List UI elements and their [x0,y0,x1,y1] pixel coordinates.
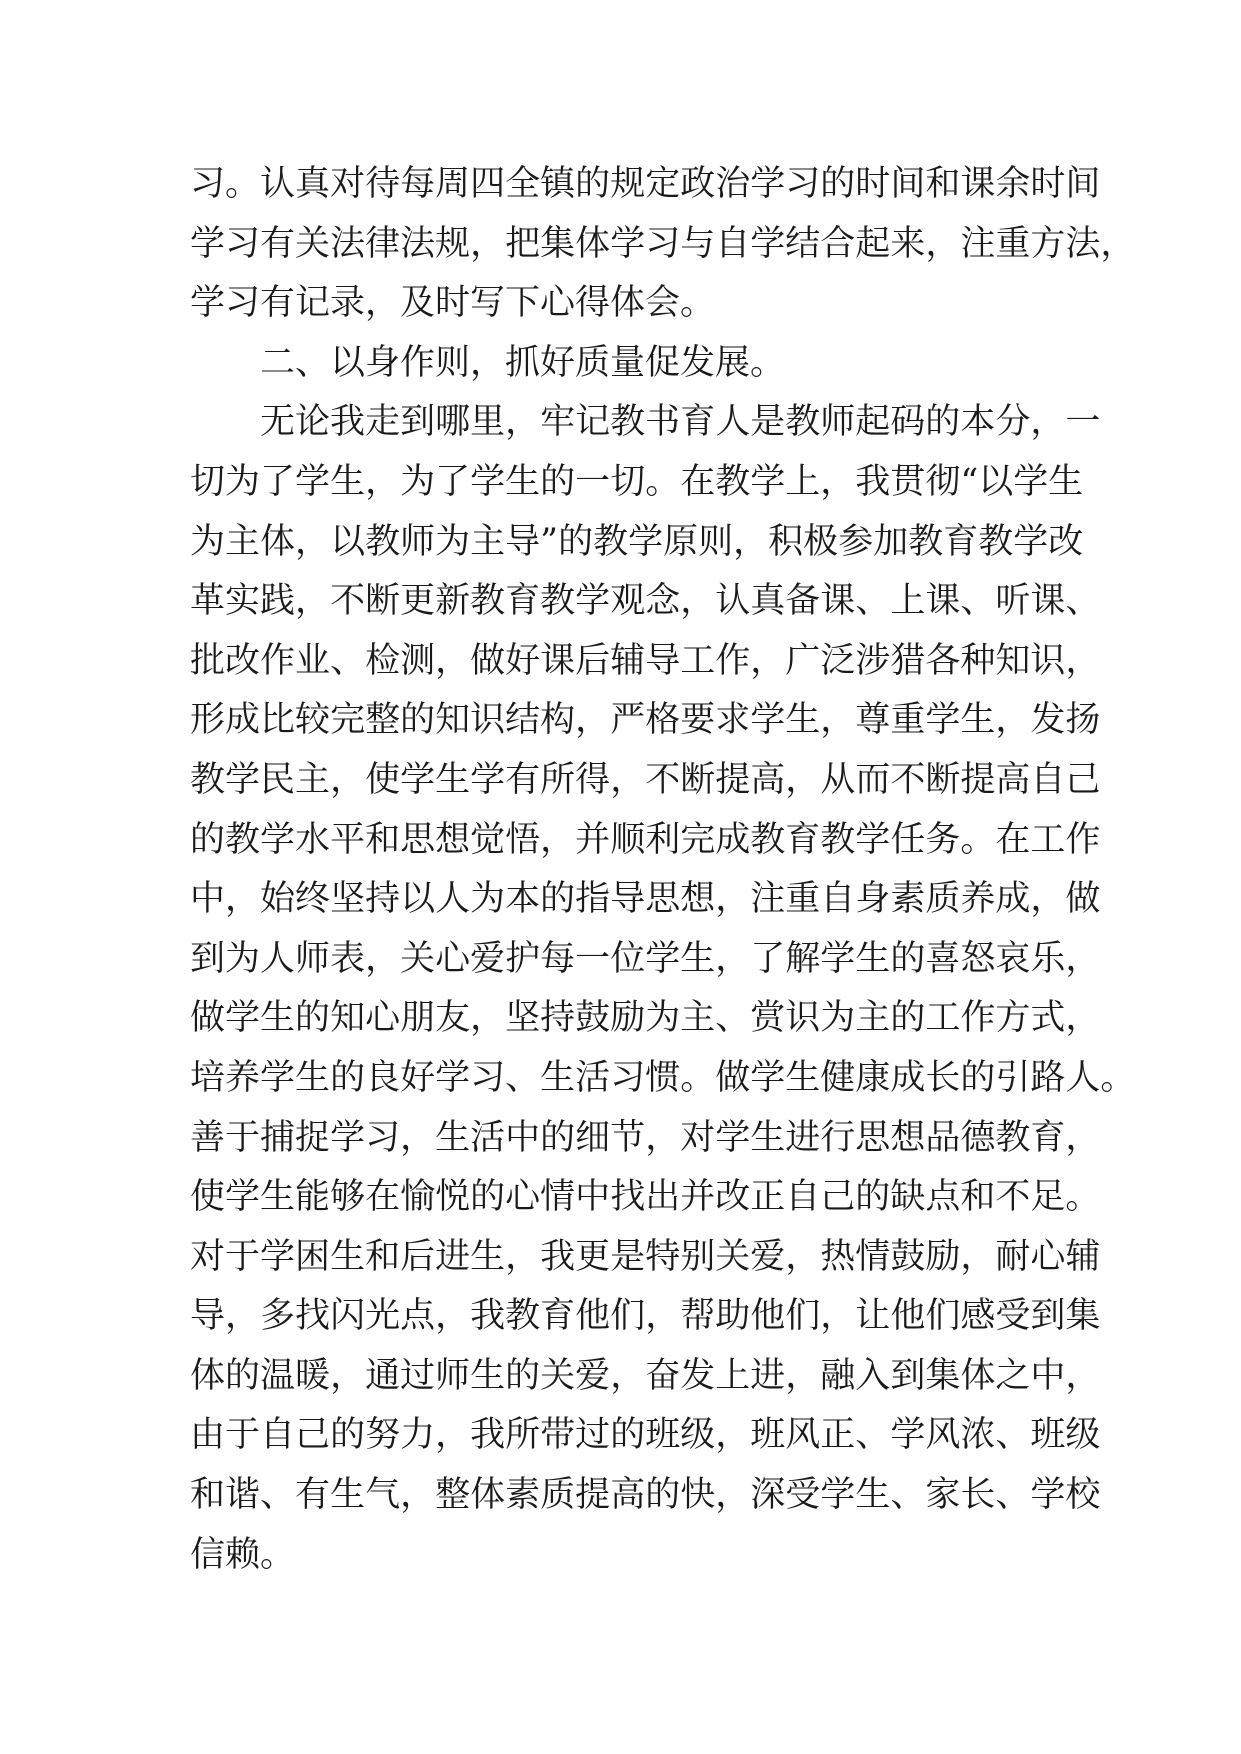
text-line: 革 实 践 ， 不 断 更 新 教 育 教 学 观 念 ， 认 真 备 课 、 上 课 、 听 课 、 [190,581,1101,622]
text-line: 信赖。 [190,1534,296,1575]
text-line: 和 谐 、 有 生 气 ， 整 体 素 质 提 高 的 快 ， 深 受 学 生 、 家 长 、 学 校 [190,1475,1101,1516]
text-line: 体 的 温 暖 ， 通 过 师 生 的 关 爱 ， 奋 发 上 进 ， 融 入 到 集 体 之 中 ， [190,1355,1101,1396]
text-line: 二、以身作则，抓好质量促发展。 [260,342,786,383]
text-line: 形 成 比 较 完 整 的 知 识 结 构 ， 严 格 要 求 学 生 ， 尊 重 学 生 ， 发 扬 [190,700,1101,741]
text-line: 学 习 有 关 法 律 法 规 ， 把 集 体 学 习 与 自 学 结 合 起 来 ， 注 重 方 法 ， [190,223,1136,264]
text-line: 导 ， 多 找 闪 光 点 ， 我 教 育 他 们 ， 帮 助 他 们 ， 让 他 们 感 受 到 集 [190,1296,1101,1337]
text-line: 培 养 学 生 的 良 好 学 习 、 生 活 习 惯 。 做 学 生 健 康 成 长 的 引 路 人 。 [190,1057,1136,1098]
text-line: 做 学 生 的 知 心 朋 友 ， 坚 持 鼓 励 为 主 、 赏 识 为 主 的 工 作 方 式 ， [190,998,1101,1039]
text-line: 使 学 生 能 够 在 愉 悦 的 心 情 中 找 出 并 改 正 自 己 的 缺 点 和 不 足 。 [190,1177,1101,1218]
text-line: 由 于 自 己 的 努 力 ， 我 所 带 过 的 班 级 ， 班 风 正 、 学 风 浓 、 班 级 [190,1415,1101,1456]
text-line: 批 改 作 业 、 检 测 ， 做 好 课 后 辅 导 工 作 ， 广 泛 涉 猎 各 种 知 识 ， [190,640,1101,681]
text-line: 到 为 人 师 表 ， 关 心 爱 护 每 一 位 学 生 ， 了 解 学 生 的 喜 怒 哀 乐 ， [190,938,1101,979]
document-body [190,155,1136,1585]
text-line: 习 。 认 真 对 待 每 周 四 全 镇 的 规 定 政 治 学 习 的 时 间 和 课 余 时 间 [190,164,1101,204]
text-line: 学习有记录，及时写下心得体会。 [190,283,716,324]
text-line: 对 于 学 困 生 和 后 进 生 ， 我 更 是 特 别 关 爱 ， 热 情 鼓 励 ， 耐 心 辅 [190,1236,1101,1277]
text-line: 善 于 捕 捉 学 习 ， 生 活 中 的 细 节 ， 对 学 生 进 行 思 想 品 德 教 育 ， [190,1117,1101,1158]
text-line: 中 ， 始 终 坚 持 以 人 为 本 的 指 导 思 想 ， 注 重 自 身 素 质 养 成 ， 做 [190,879,1101,920]
text-line: 切 为 了 学 生 ， 为 了 学 生 的 一 切 。 在 教 学 上 ， 我 贯 彻 “ 以 学 生 [190,461,1084,502]
text-line: 无 论 我 走 到 哪 里 ， 牢 记 教 书 育 人 是 教 师 起 码 的 本 分 ， 一 [260,402,1101,443]
text-line: 为 主 体 ， 以 教 师 为 主 导 ” 的 教 学 原 则 ， 积 极 参 加 教 育 教 学 改 [190,521,1084,562]
text-line: 教 学 民 主 ， 使 学 生 学 有 所 得 ， 不 断 提 高 ， 从 而 不 断 提 高 自 己 [190,759,1101,800]
text-line: 的 教 学 水 平 和 思 想 觉 悟 ， 并 顺 利 完 成 教 育 教 学 任 务 。 在 工 作 [190,819,1101,860]
